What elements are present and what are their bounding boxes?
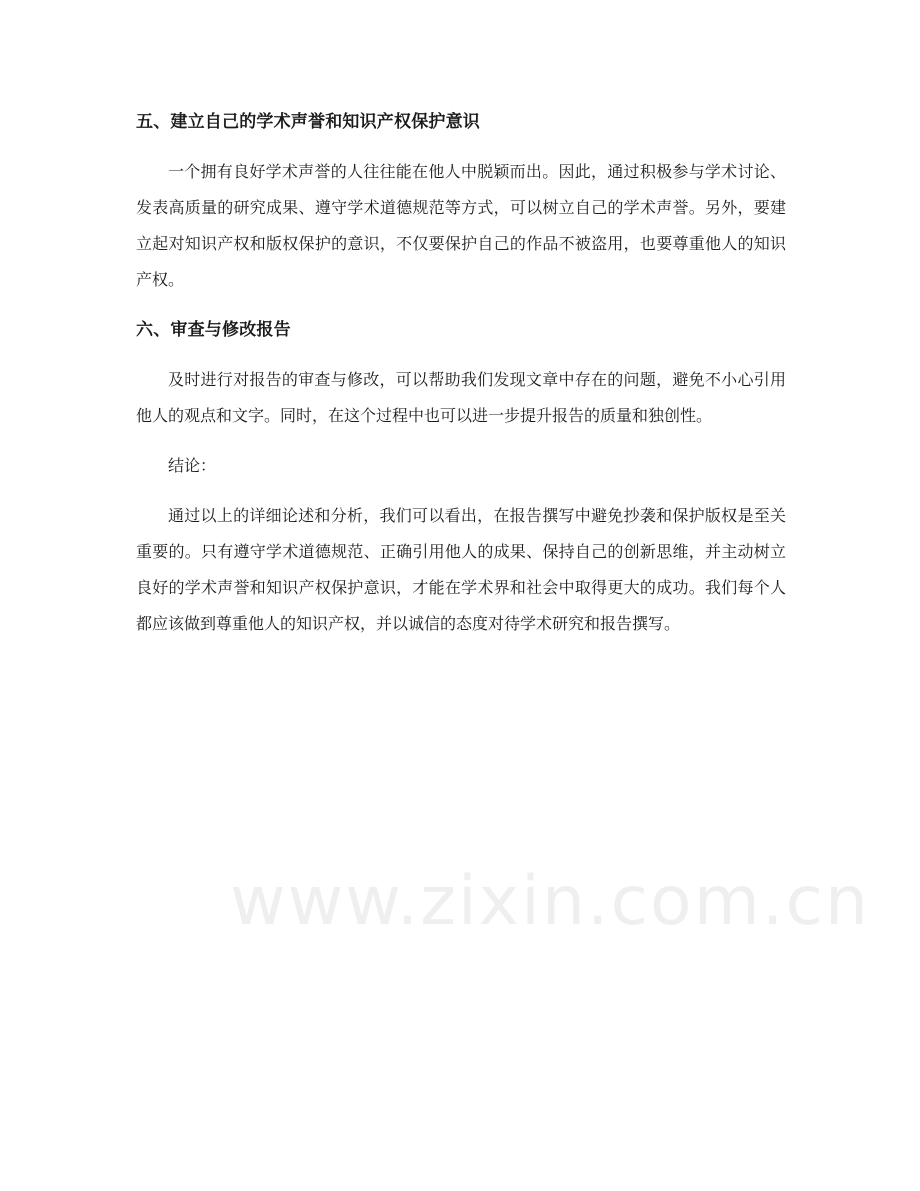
conclusion-label: 结论： xyxy=(168,456,217,475)
section-6-heading: 六、审查与修改报告 xyxy=(136,320,291,340)
conclusion-paragraph: 通过以上的详细论述和分析，我们可以看出，在报告撰写中避免抄袭和保护版权是至关重要的。只有遵守学术道德规范、正确引用他人的成果、保持自己的创新思维，并主动树立良好的学术声誉和知识产权保护意识，才能在学术界和社会中取得更大的成功。我们每个人都应该做到尊重他人的知识产权，并以诚信的态度对待学术研究和报告撰写。 xyxy=(136,506,786,633)
section-5-heading: 五、建立自己的学术声誉和知识产权保护意识 xyxy=(136,112,480,132)
watermark: www.zixin.com.cn xyxy=(230,862,870,941)
section-5-paragraph: 一个拥有良好学术声誉的人往往能在他人中脱颖而出。因此，通过积极参与学术讨论、发表高质量的研究成果、遵守学术道德规范等方式，可以树立自己的学术声誉。另外，要建立起对知识产权和版权保护的意识，不仅要保护自己的作品不被盗用，也要尊重他人的知识产权。 xyxy=(136,162,786,289)
section-6-paragraph: 及时进行对报告的审查与修改，可以帮助我们发现文章中存在的问题，避免不小心引用他人的观点和文字。同时，在这个过程中也可以进一步提升报告的质量和独创性。 xyxy=(136,370,786,425)
document-body xyxy=(136,104,786,656)
